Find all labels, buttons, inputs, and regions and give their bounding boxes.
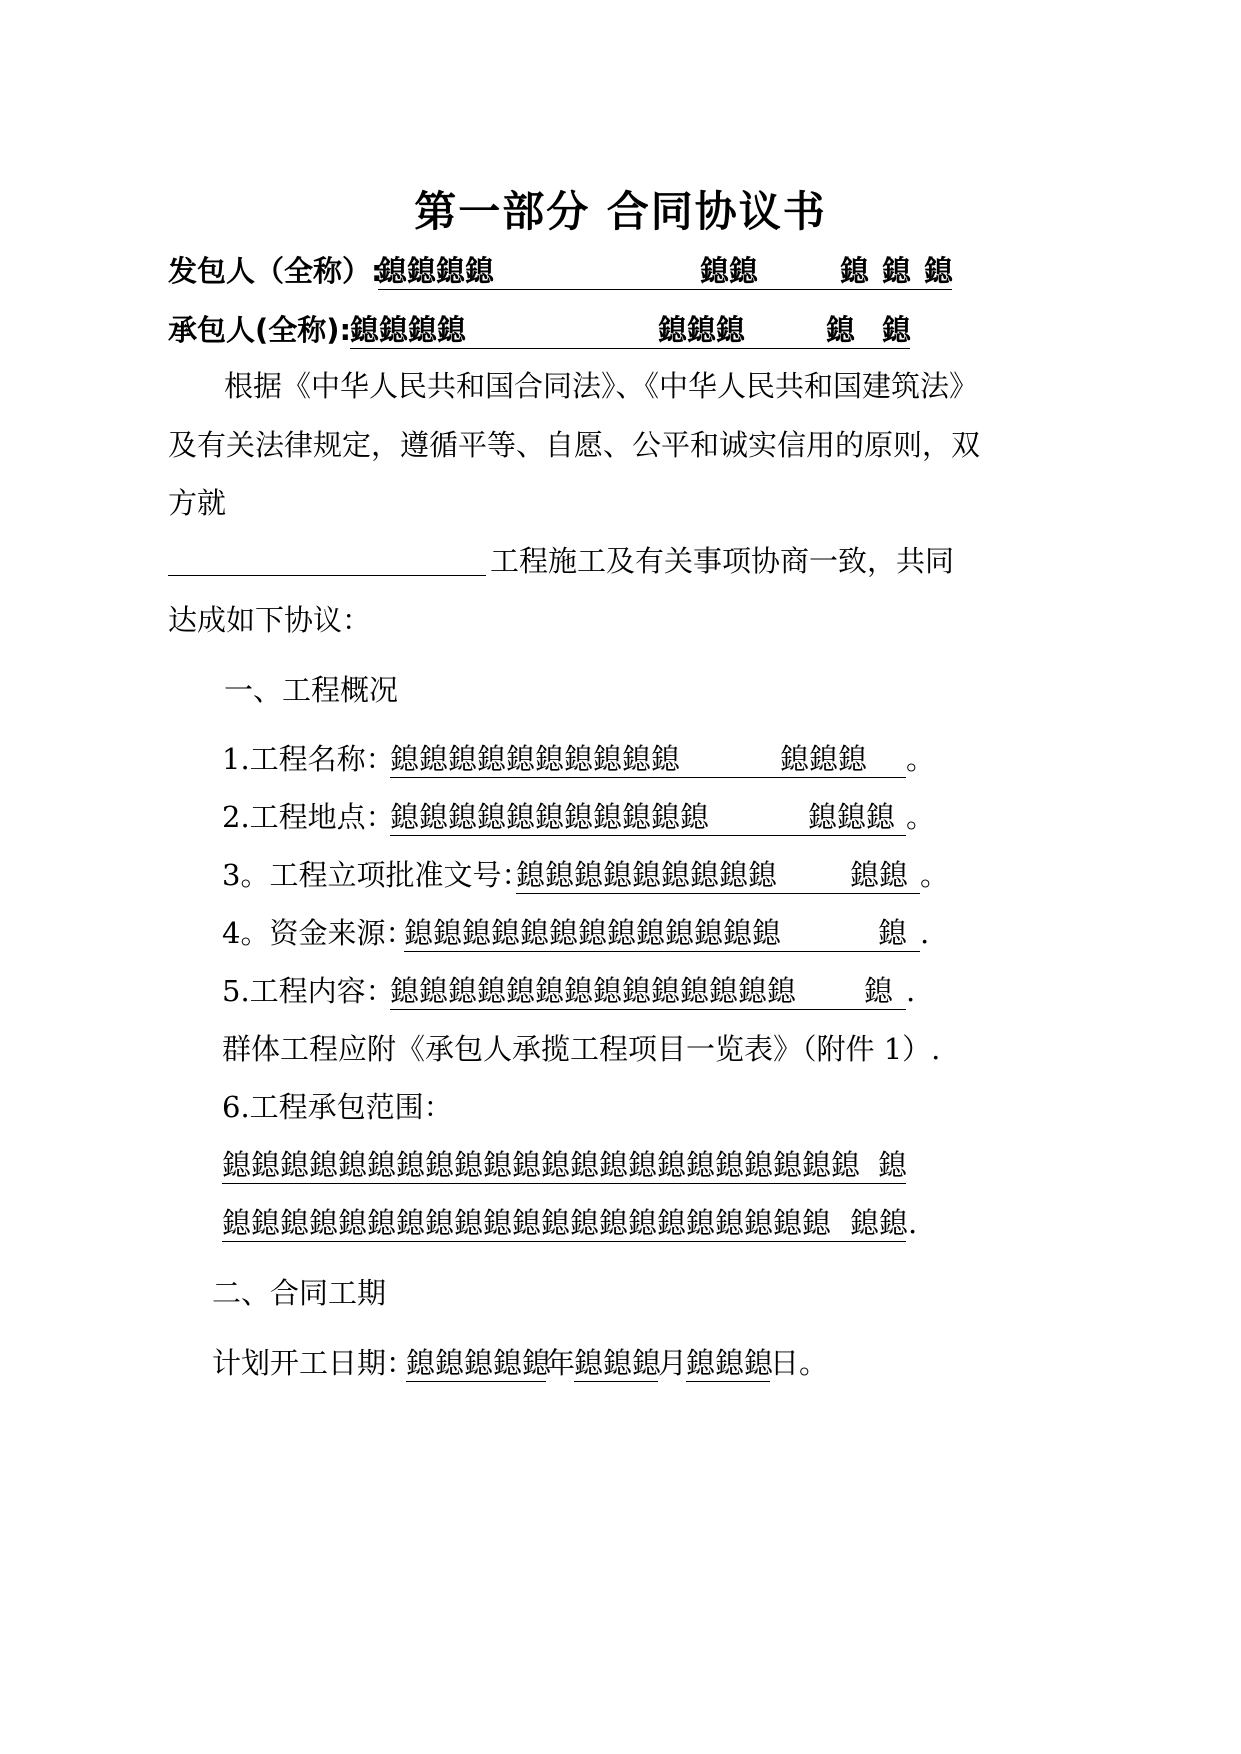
item-3-label: 3。工程立项批准文号： bbox=[222, 858, 531, 892]
contractor-value-c: 鎴 bbox=[826, 313, 856, 347]
item-3-field[interactable] bbox=[516, 855, 920, 894]
employer-label: 发包人（全称）: bbox=[168, 254, 383, 288]
item-4-end: . bbox=[920, 916, 930, 950]
group-project-note: 群体工程应附《承包人承揽工程项目一览表》（附件 1）. bbox=[222, 1032, 941, 1066]
scope-line-1-value-a: 鎴鎴鎴鎴鎴鎴鎴鎴鎴鎴鎴鎴鎴鎴鎴鎴鎴鎴鎴鎴鎴鎴 bbox=[222, 1148, 861, 1182]
section-1-heading: 一、工程概况 bbox=[224, 673, 399, 707]
item-4-label: 4。资金来源： bbox=[222, 916, 415, 950]
intro-line-5: 达成如下协议： bbox=[168, 603, 372, 637]
intro-line-4: 工程施工及有关事项协商一致，共同 bbox=[490, 544, 955, 578]
section-2-heading: 二、合同工期 bbox=[212, 1276, 387, 1310]
intro-line-2: 及有关法律规定，遵循平等、自愿、公平和诚实信用的原则，双 bbox=[168, 428, 981, 462]
start-day-unit: 日。 bbox=[770, 1346, 829, 1380]
item-2-value-b: 鎴鎴鎴 bbox=[808, 800, 896, 834]
start-day-field[interactable]: 鎴鎴鎴 bbox=[686, 1343, 770, 1382]
intro-line-3: 方就 bbox=[168, 486, 227, 520]
item-5-value-b: 鎴 bbox=[864, 974, 894, 1008]
scope-line-2[interactable] bbox=[222, 1203, 909, 1242]
employer-value-b: 鎴鎴 bbox=[700, 254, 759, 288]
start-month-unit: 月 bbox=[658, 1346, 688, 1380]
scope-line-1[interactable] bbox=[222, 1145, 906, 1184]
item-1-value-b: 鎴鎴鎴 bbox=[780, 742, 868, 776]
employer-value-c: 鎴 bbox=[840, 254, 870, 288]
scope-line-1-value-b: 鎴 bbox=[878, 1148, 908, 1182]
contractor-label: 承包人(全称): bbox=[168, 313, 352, 347]
contractor-value-field[interactable] bbox=[350, 310, 910, 349]
employer-value-e: 鎴 bbox=[924, 254, 954, 288]
item-5-value-a: 鎴鎴鎴鎴鎴鎴鎴鎴鎴鎴鎴鎴鎴鎴 bbox=[390, 974, 797, 1008]
start-date-label: 计划开工日期： bbox=[212, 1346, 416, 1380]
contractor-value-d: 鎴 bbox=[882, 313, 912, 347]
item-2-value-a: 鎴鎴鎴鎴鎴鎴鎴鎴鎴鎴鎴 bbox=[390, 800, 710, 834]
employer-value-d: 鎴 bbox=[882, 254, 912, 288]
item-2-end: 。 bbox=[906, 800, 936, 834]
scope-line-2-value-a: 鎴鎴鎴鎴鎴鎴鎴鎴鎴鎴鎴鎴鎴鎴鎴鎴鎴鎴鎴鎴鎴 bbox=[222, 1206, 832, 1240]
item-4-field[interactable] bbox=[404, 913, 920, 952]
item-5-end: . bbox=[906, 974, 916, 1008]
project-name-blank[interactable] bbox=[168, 575, 486, 576]
item-3-end: 。 bbox=[920, 858, 950, 892]
item-4-value-a: 鎴鎴鎴鎴鎴鎴鎴鎴鎴鎴鎴鎴鎴 bbox=[404, 916, 782, 950]
item-1-label: 1.工程名称： bbox=[222, 742, 395, 776]
contractor-value-b: 鎴鎴鎴 bbox=[658, 313, 746, 347]
item-1-end: 。 bbox=[906, 742, 936, 776]
item-1-value-a: 鎴鎴鎴鎴鎴鎴鎴鎴鎴鎴 bbox=[390, 742, 681, 776]
item-4-value-b: 鎴 bbox=[878, 916, 908, 950]
item-5-label: 5.工程内容： bbox=[222, 974, 395, 1008]
scope-label: 6.工程承包范围： bbox=[222, 1090, 453, 1124]
scope-line-2-value-b: 鎴鎴 bbox=[850, 1206, 909, 1240]
contractor-value-a: 鎴鎴鎴鎴 bbox=[350, 313, 467, 347]
item-1-field[interactable] bbox=[390, 739, 906, 778]
start-month-field[interactable]: 鎴鎴鎴 bbox=[574, 1343, 658, 1382]
item-2-field[interactable] bbox=[390, 797, 906, 836]
page-title: 第一部分 合同协议书 bbox=[414, 187, 827, 236]
item-3-value-a: 鎴鎴鎴鎴鎴鎴鎴鎴鎴 bbox=[516, 858, 778, 892]
start-year-field[interactable]: 鎴鎴鎴鎴鎴 bbox=[406, 1343, 546, 1382]
employer-value-a: 鎴鎴鎴鎴 bbox=[378, 254, 495, 288]
employer-value-field[interactable] bbox=[378, 251, 952, 290]
intro-line-1: 根据《中华人民共和国合同法》、《中华人民共和国建筑法》 bbox=[224, 369, 979, 403]
item-5-field[interactable] bbox=[390, 971, 906, 1010]
scope-line-2-end: . bbox=[908, 1206, 918, 1240]
item-2-label: 2.工程地点： bbox=[222, 800, 395, 834]
start-year-unit: 年 bbox=[546, 1346, 576, 1380]
item-3-value-b: 鎴鎴 bbox=[850, 858, 909, 892]
